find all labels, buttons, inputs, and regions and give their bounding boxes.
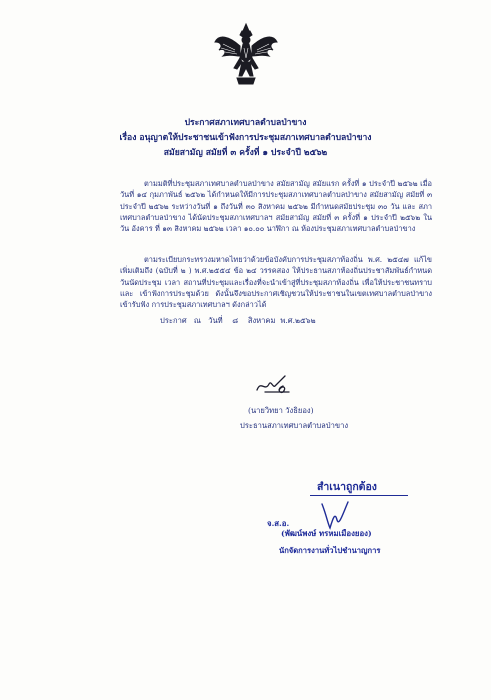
- certified-copy-stamp: สำเนาถูกต้อง: [317, 481, 377, 493]
- session-line: สมัยสามัญ สมัยที่ ๓ ครั้งที่ ๑ ประจำปี ๒๕๖๒: [163, 148, 328, 158]
- announcement-subject: เรื่อง อนุญาตให้ประชาชนเข้าฟังการประชุมสภาเทศบาลตำบลป่าขาง: [119, 133, 372, 143]
- signer-name: (นายวิทยา วังธิยอง): [248, 406, 314, 415]
- garuda-emblem-icon: [213, 22, 279, 88]
- certifier-signature-icon: [320, 498, 350, 532]
- paragraph-1-text: ตามมติที่ประชุมสภาเทศบาลตำบลป่าขาง สมัยสามัญ สมัยแรก ครั้งที่ ๑ ประจำปี ๒๕๖๒ เมื่อวันที่ ๑๔ กุมภาพันธ์ ๒๕๖๒ ได้กำหนดให้มีการประชุมสภาเทศบาลตำบลป่าขาง สมัยสามัญ สมัยที่ ๓ ประจำปี ๒๕๖๒ ระหว่างวันที่ ๑ ถึงวันที่ ๓๐ สิงหาคม ๒๕๖๒ มีกำหนดสมัยประชุม ๓๐ วัน และ สภาเทศบาลตำบลป่าขาง ได้นัดประชุมสภาเทศบาลฯ สมัยสามัญ สมัยที่ ๓ ครั้งที่ ๑ ประจำปี ๒๕๖๒ ในวัน อังคาร ที่ ๑๓ สิงหาคม ๒๕๖๒ เวลา ๑๐.๐๐ นาฬิกา ณ ห้องประชุมสภาเทศบาลตำบลป่าขาง: [120, 179, 432, 234]
- stamp-underline: [310, 495, 408, 496]
- certifier-initials: จ.ส.อ.: [267, 519, 290, 528]
- paragraph-2: [120, 254, 432, 310]
- signature-icon: [253, 372, 293, 398]
- paragraph-1: [120, 178, 432, 234]
- announce-date: ประกาศ ณ วันที่ ๘ สิงหาคม พ.ศ.๒๕๖๒: [160, 316, 316, 325]
- certifier-name: (พัฒน์พงษ์ ทรหมเมืองยอง): [281, 529, 372, 538]
- signer-position: ประธานสภาเทศบาลตำบลป่าขาง: [240, 421, 349, 430]
- paragraph-2-text: ตามระเบียบกระทรวงมหาดไทยว่าด้วยข้อบังคับการประชุมสภาท้องถิ่น พ.ศ. ๒๕๔๗ แก้ไขเพิ่มเติมถึง (ฉบับที่ ๒ ) พ.ศ.๒๕๕๔ ข้อ ๒๔ วรรคสอง ให้ประธานสภาท้องถิ่นประชาสัมพันธ์กำหนด วันนัดประชุม เวลา สถานที่ประชุมและเรื่องที่จะนำเข้าสู่ที่ประชุมสภาท้องถิ่น เพื่อให้ประชาชนทราบและ เข้าฟังการประชุมด้วย ดังนั้นจึงขอประกาศเชิญชวนให้ประชาชนในเขตเทศบาลตำบลป่าขาง เข้ารับฟัง การประชุมสภาเทศบาลฯ ดังกล่าวได้: [120, 255, 432, 310]
- certifier-position: นักจัดการงานทั่วไปชำนาญการ: [279, 546, 381, 555]
- announcement-title: ประกาศสภาเทศบาลตำบลป่าขาง: [184, 118, 307, 128]
